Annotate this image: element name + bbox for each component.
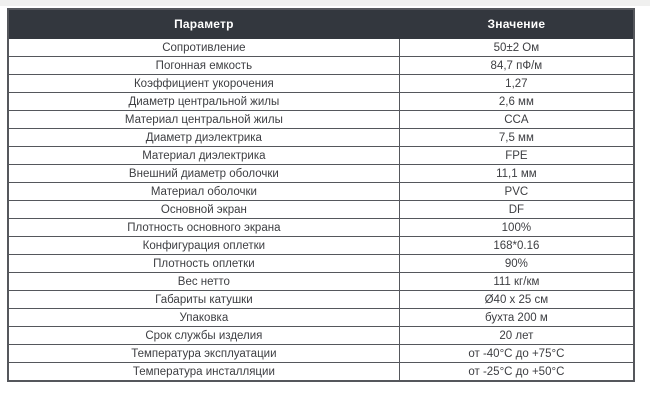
table-row [8, 39, 634, 57]
param-cell: Диаметр центральной жилы [8, 93, 399, 111]
value-cell: CCA [399, 111, 634, 129]
param-cell: Температура эксплуатации [8, 345, 399, 363]
value-cell: PVC [399, 183, 634, 201]
value-cell: 111 кг/км [399, 273, 634, 291]
value-cell: 7,5 мм [399, 129, 634, 147]
param-cell: Материал диэлектрика [8, 147, 399, 165]
param-cell: Погонная емкость [8, 57, 399, 75]
table-row [8, 57, 634, 75]
table-row [8, 93, 634, 111]
value-cell: от -40°C до +75°C [399, 345, 634, 363]
table-row [8, 237, 634, 255]
param-cell: Сопротивление [8, 39, 399, 57]
table-row [8, 219, 634, 237]
column-header-value: Значение [399, 9, 634, 39]
table-row [8, 147, 634, 165]
param-cell: Плотность основного экрана [8, 219, 399, 237]
column-header-param: Параметр [8, 9, 399, 39]
table-row [8, 255, 634, 273]
table-row [8, 183, 634, 201]
specs-table [7, 8, 635, 382]
value-cell: Ø40 x 25 см [399, 291, 634, 309]
param-cell: Плотность оплетки [8, 255, 399, 273]
table-row [8, 309, 634, 327]
value-cell: 1,27 [399, 75, 634, 93]
table-header-row [8, 9, 634, 39]
table-row [8, 363, 634, 382]
table-row [8, 129, 634, 147]
value-cell: 11,1 мм [399, 165, 634, 183]
value-cell: 50±2 Ом [399, 39, 634, 57]
param-cell: Срок службы изделия [8, 327, 399, 345]
value-cell: 2,6 мм [399, 93, 634, 111]
value-cell: DF [399, 201, 634, 219]
value-cell: 84,7 пФ/м [399, 57, 634, 75]
table-row [8, 345, 634, 363]
param-cell: Вес нетто [8, 273, 399, 291]
param-cell: Материал оболочки [8, 183, 399, 201]
value-cell: бухта 200 м [399, 309, 634, 327]
value-cell: 20 лет [399, 327, 634, 345]
param-cell: Конфигурация оплетки [8, 237, 399, 255]
table-row [8, 165, 634, 183]
value-cell: 100% [399, 219, 634, 237]
param-cell: Габариты катушки [8, 291, 399, 309]
table-row [8, 273, 634, 291]
param-cell: Диаметр диэлектрика [8, 129, 399, 147]
table-row [8, 291, 634, 309]
param-cell: Материал центральной жилы [8, 111, 399, 129]
value-cell: от -25°C до +50°C [399, 363, 634, 382]
table-row [8, 75, 634, 93]
value-cell: 168*0.16 [399, 237, 634, 255]
table-row [8, 111, 634, 129]
value-cell: FPE [399, 147, 634, 165]
table-row [8, 201, 634, 219]
value-cell: 90% [399, 255, 634, 273]
param-cell: Упаковка [8, 309, 399, 327]
top-strip [0, 0, 650, 6]
param-cell: Температура инсталляции [8, 363, 399, 382]
param-cell: Коэффициент укорочения [8, 75, 399, 93]
param-cell: Внешний диаметр оболочки [8, 165, 399, 183]
param-cell: Основной экран [8, 201, 399, 219]
table-row [8, 327, 634, 345]
